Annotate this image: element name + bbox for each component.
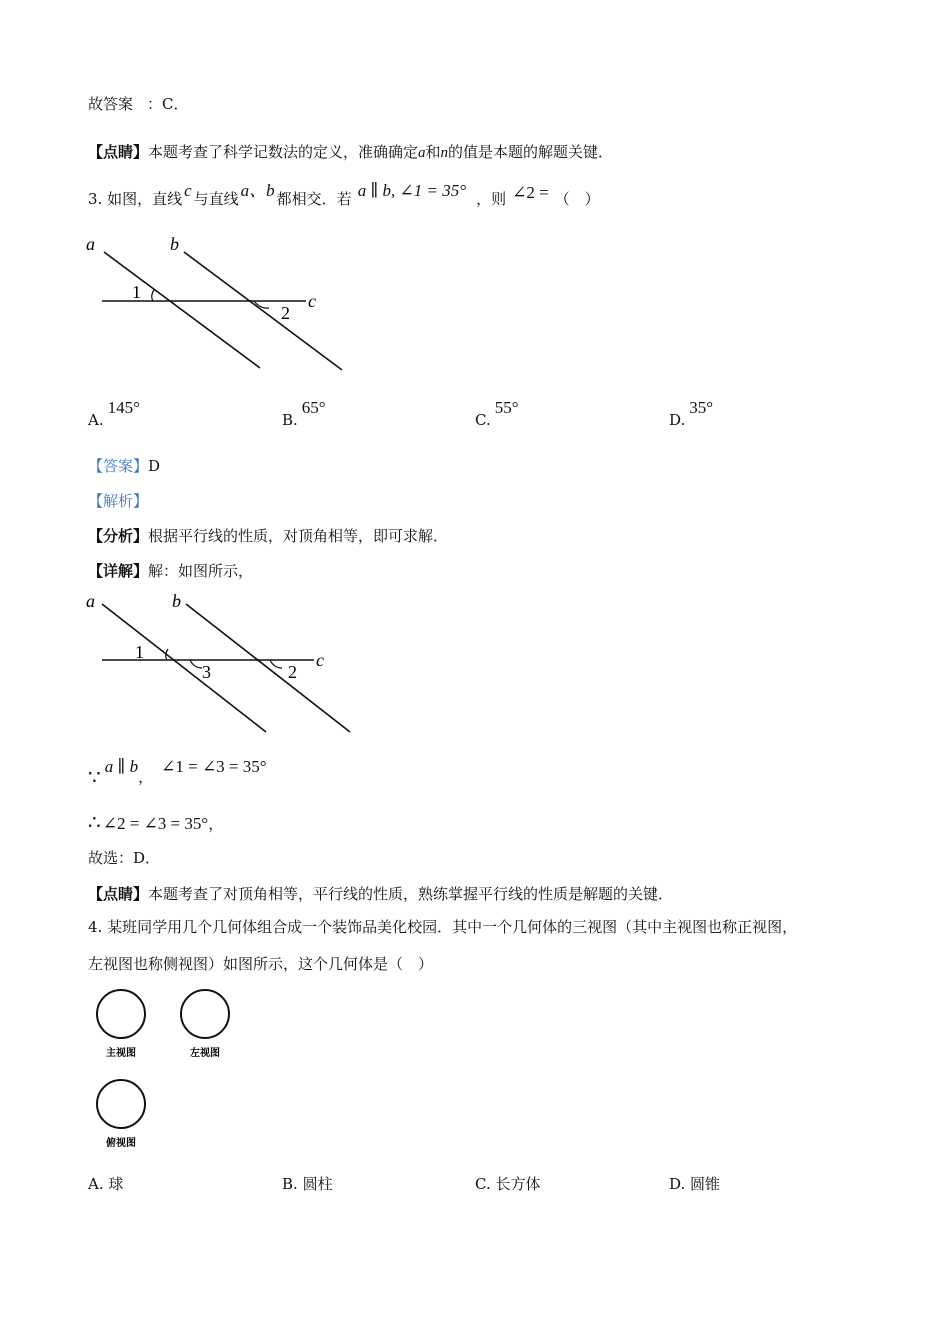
label-2: 2 [281,303,290,323]
fenxi-text: 根据平行线的性质，对顶角相等，即可求解． [148,527,449,545]
q3-because [88,756,267,789]
label-1: 1 [135,642,144,662]
fenxi-tag: 【分析】 [88,527,149,545]
comment-1 [88,142,613,163]
option-value: 65° [301,398,326,417]
option-letter: A. [88,411,104,429]
q3-option-d[interactable] [669,398,714,430]
q3-ask: ∠2 = [512,183,549,202]
option-value: 55° [494,398,519,417]
label-c: c [308,291,316,311]
xiangjie-tag: 【详解】 [88,562,149,580]
q3-number: 3. [88,190,103,208]
var-a: a [418,145,426,161]
line-b [184,252,342,370]
option-value: 长方体 [495,1175,541,1193]
q3-answer [88,456,160,476]
top-view-circle [97,1080,145,1128]
q3-text-1: 如图，直线 [107,190,183,208]
label-a: a [86,234,95,254]
q3-text-4: ，则 [476,190,507,208]
q3-choose: 故选：D． [88,849,161,867]
q3-xiangjie [88,561,253,581]
comment-tag: 【点睛】 [88,885,149,903]
label-a: a [86,591,95,611]
q3-option-c[interactable] [475,398,519,430]
angle-3-arc [190,660,202,668]
left-view-circle [181,990,229,1038]
option-value: 35° [689,398,714,417]
label-b: b [170,234,179,254]
q4-option-b[interactable] [282,1173,333,1194]
q3-comment [88,884,673,904]
front-view-label: 主视图 [106,1048,136,1059]
q3-text-2: 与直线 [193,190,239,208]
q3-var-ab: a、b [240,181,275,200]
prev-answer-prefix: 故答案 [88,95,134,113]
angle-1-arc [152,290,154,301]
because-parallel: a ∥ b [104,757,139,776]
front-view-circle [97,990,145,1038]
q4-option-d[interactable] [669,1173,720,1194]
q3-fenxi [88,526,448,546]
comment-text: 本题考查了对顶角相等，平行线的性质，熟练掌握平行线的性质是解题的关键． [148,885,674,903]
label-b: b [172,591,181,611]
option-value: 球 [108,1175,124,1193]
because-symbol: ∵ [88,765,101,789]
xiangjie-text: 解：如图所示， [148,562,254,580]
answer-tag: 【答案】 [88,457,149,475]
option-value: 圆柱 [302,1175,333,1193]
label-3: 3 [202,662,211,682]
line-a [102,604,266,732]
q4-stem-line-1: 4. 某班同学用几个几何体组合成一个装饰品美化校园．其中一个几何体的三视图（其中主视图也称正视图， [88,918,798,936]
q4-stem-line-2: 左视图也称侧视图）如图所示，这个几何体是（ ） [88,955,434,973]
q3-option-b[interactable] [282,398,326,430]
because-angles: ∠1 = ∠3 = 35° [161,757,267,776]
option-letter: B. [282,1175,298,1193]
q3-figure-1 [80,230,350,380]
option-letter: A. [88,1175,104,1193]
q3-text-3: 都相交．若 [276,190,352,208]
angle-2-arc [270,660,282,668]
option-letter: B. [282,411,298,429]
label-1: 1 [132,282,141,302]
q3-analysis-tag: 【解析】 [88,492,149,510]
q3-stem [88,181,600,209]
option-letter: C. [475,1175,491,1193]
q3-paren: （ ） [554,190,600,208]
label-c: c [316,650,324,670]
prev-answer-suffix: ：C． [147,95,189,113]
q3-therefore [88,810,223,836]
option-letter: C. [475,411,491,429]
q3-option-a[interactable] [88,398,140,430]
q3-condition: a ∥ b, ∠1 = 35° [357,181,467,200]
comment-1-tag: 【点睛】 [88,143,149,161]
prev-answer-line [88,94,189,114]
left-view-label: 左视图 [190,1048,220,1059]
therefore-angles: ∠2 = ∠3 = 35° [102,814,209,833]
comment-1-text-b: 和 [425,143,441,161]
comment-1-text-a: 本题考查了科学记数法的定义，准确确定 [148,143,419,161]
option-letter: D. [669,411,686,429]
q3-var-c: c [184,181,192,200]
line-a [104,252,260,368]
option-letter: D. [669,1175,686,1193]
q4-option-a[interactable] [88,1173,123,1194]
q4-option-c[interactable] [475,1173,541,1194]
option-value: 145° [107,398,140,417]
q4-three-views [90,986,240,1152]
because-separator: ， [138,768,154,786]
top-view-label: 俯视图 [106,1138,136,1149]
angle-2-arc [254,301,269,308]
answer-value: D [148,457,161,475]
label-2: 2 [288,662,297,682]
option-value: 圆锥 [690,1175,721,1193]
var-n: n [440,145,449,161]
q3-figure-2 [80,588,355,740]
comment-1-text-c: 的值是本题的解题关键． [448,143,614,161]
therefore-symbol: ∴ [88,810,101,834]
therefore-end: ， [208,815,224,833]
